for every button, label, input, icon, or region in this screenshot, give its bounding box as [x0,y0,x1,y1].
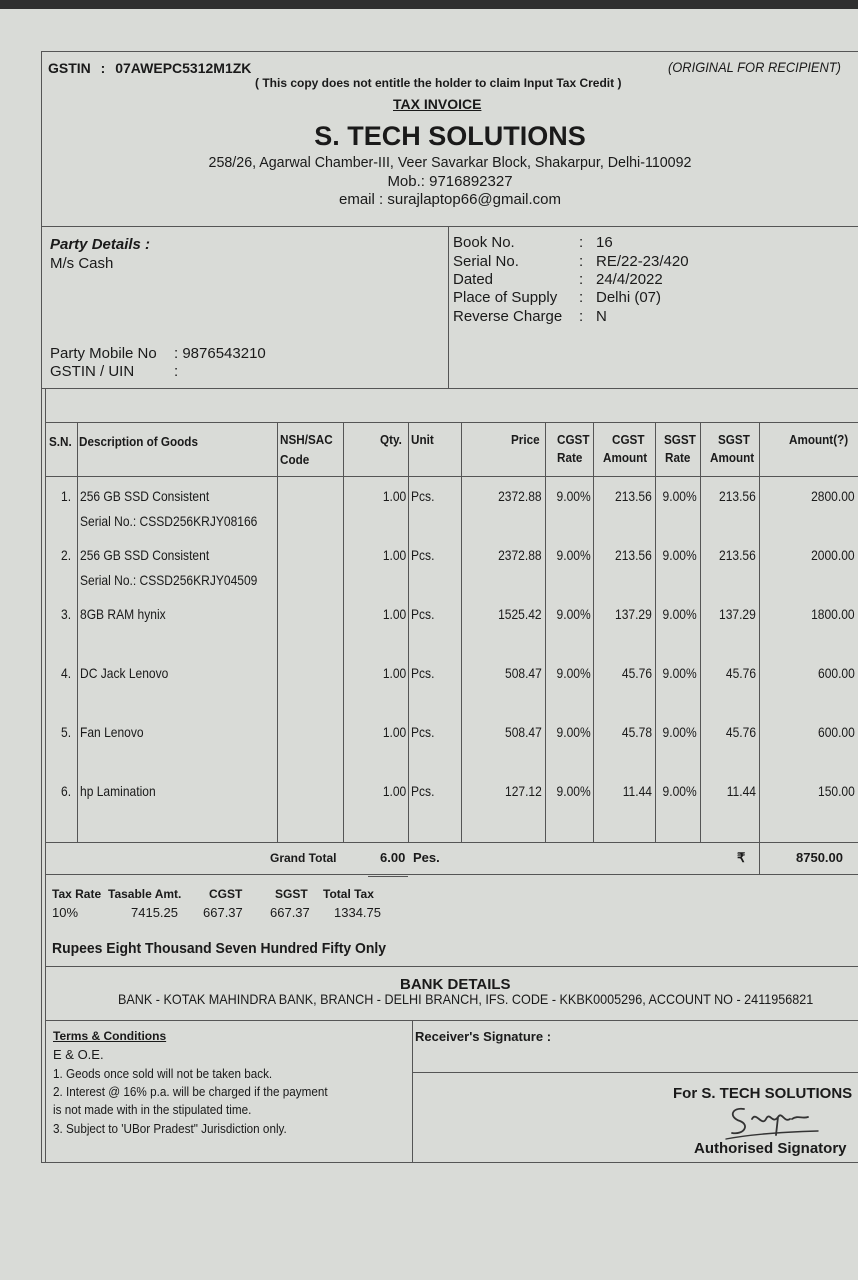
itc-note: ( This copy does not entitle the holder to claim Input Tax Credit ) [255,76,622,90]
cell-desc: 8GB RAM hynix [80,606,166,622]
cell-qty: 1.00 [382,547,406,563]
col-cgst-amt: CGST [612,432,645,447]
cell-unit: Pcs. [411,606,435,622]
copy-note: (ORIGINAL FOR RECIPIENT) [668,59,841,75]
grand-total-unit: Pes. [413,850,440,865]
total-tax-value: 1334.75 [334,905,381,920]
cell-sn: 1. [61,488,72,504]
cell-unit: Pcs. [411,724,435,740]
terms-line: 1. Geods once sold will not be taken back. [53,1066,273,1081]
tax-summary-header: Tax Rate [52,887,102,901]
meta-book-no: 16 [596,234,613,251]
col-line-unit [461,422,462,842]
cell-qty: 1.00 [382,724,406,740]
col-cgst-amt-sub: Amount [603,450,648,465]
terms-line: is not made with in the stipulated time. [53,1102,252,1117]
meta-sep: : [579,234,584,251]
grand-total-amount: 8750.00 [796,850,843,865]
meta-dated: 24/4/2022 [596,271,663,288]
cell-price: 2372.88 [498,547,542,563]
cell-sgst-rate: 9.00% [662,724,697,740]
cell-sn: 6. [61,783,72,799]
cell-cgst-amt: 45.76 [621,665,652,681]
bank-details: BANK - KOTAK MAHINDRA BANK, BRANCH - DELHI BRANCH, IFS. CODE - KKBK0005296, ACCOUNT NO - 2411956821 [118,991,814,1007]
cell-sn: 4. [61,665,72,681]
table-header-bottom [45,476,858,477]
col-sgst-amt-sub: Amount [710,450,755,465]
terms-line: 3. Subject to 'UBor Pradest" Jurisdiction only. [53,1121,287,1136]
meta-reverse-charge: N [596,308,607,325]
cell-cgst-rate: 9.00% [556,606,591,622]
currency-symbol: ₹ [737,850,746,865]
col-amount: Amount(?) [789,432,849,447]
divider-party-bottom [41,388,858,389]
col-unit: Unit [411,432,434,447]
col-price: Price [511,432,540,447]
cell-unit: Pcs. [411,783,435,799]
cell-sgst-amt: 11.44 [726,783,756,799]
cell-amount: 600.00 [818,665,855,681]
cell-amount: 2000.00 [811,547,855,563]
sgst-total-value: 667.37 [270,905,310,920]
cell-desc: 256 GB SSD Consistent [80,547,210,563]
cell-price: 127.12 [505,783,542,799]
col-line-price [545,422,546,842]
signature-icon [722,1101,822,1143]
col-line-sgst-amt [759,422,760,874]
bank-bottom [45,1020,858,1021]
meta-sep: : [579,253,584,270]
authorised-signatory: Authorised Signatory [694,1140,847,1157]
cell-qty: 1.00 [382,665,406,681]
cell-desc: DC Jack Lenovo [80,665,169,681]
tax-summary-header: SGST [275,887,308,901]
meta-label: Place of Supply [453,289,558,306]
gstin-value: 07AWEPC5312M1ZK [115,60,252,76]
cell-cgst-rate: 9.00% [556,547,591,563]
cell-sgst-rate: 9.00% [662,547,697,563]
cell-price: 508.47 [505,665,542,681]
col-line-sgst-rate [700,422,701,842]
taxable-amount-value: 7415.25 [131,905,178,920]
cell-sgst-rate: 9.00% [662,665,697,681]
tax-rate-value: 10% [52,905,79,920]
meta-sep: : [579,289,584,306]
divider-party-meta [448,226,449,388]
tax-summary-header: Tasable Amt. [108,887,182,901]
cell-price: 1525.42 [498,606,542,622]
cell-desc: Fan Lenovo [80,724,144,740]
cell-cgst-amt: 213.56 [615,488,652,504]
cell-amount: 600.00 [818,724,855,740]
col-hsn: NSH/SAC [280,432,333,447]
for-company-label: For S. TECH SOLUTIONS [673,1085,853,1102]
company-mobile: Mob.: 9716892327 [387,173,513,190]
company-name: S. TECH SOLUTIONS [314,121,586,151]
terms-bottom [45,1162,412,1163]
cell-unit: Pcs. [411,547,435,563]
col-line-cgst-rate [593,422,594,842]
col-line-sn [77,422,78,842]
cell-cgst-amt: 45.78 [621,724,652,740]
col-line-cgst-amt [655,422,656,842]
cell-desc: 256 GB SSD Consistent [80,488,210,504]
cell-amount: 1800.00 [811,606,855,622]
cell-sgst-amt: 213.56 [719,488,756,504]
col-cgst-rate: CGST [557,432,590,447]
col-line-hsn [343,422,344,842]
party-mobile-label: Party Mobile No [50,345,157,362]
qty-underline [368,876,408,877]
cell-sgst-amt: 45.76 [725,665,756,681]
cell-cgst-amt: 137.29 [615,606,652,622]
grand-total-label: Grand Total [270,851,337,865]
amount-in-words: Rupees Eight Thousand Seven Hundred Fifty Only [52,940,387,957]
gstin-sep: : [100,60,106,76]
cell-cgst-rate: 9.00% [556,724,591,740]
cell-sgst-amt: 137.29 [719,606,756,622]
meta-label: Book No. [453,234,515,251]
cgst-total-value: 667.37 [203,905,243,920]
receiver-bottom [412,1072,858,1073]
cell-unit: Pcs. [411,488,435,504]
cell-sgst-amt: 213.56 [719,547,756,563]
terms-eoe: E & O.E. [53,1047,104,1062]
cell-serial: Serial No.: CSSD256KRJY08166 [80,513,258,529]
col-sgst-rate: SGST [664,432,696,447]
cell-sn: 2. [61,547,72,563]
inner-left-line [45,388,46,1162]
col-line-qty [408,422,409,842]
divider-header [41,226,858,227]
cell-desc: hp Lamination [80,783,156,799]
cell-sgst-rate: 9.00% [662,488,697,504]
col-desc: Description of Goods [79,434,198,449]
cell-cgst-amt: 11.44 [622,783,652,799]
cell-qty: 1.00 [382,783,406,799]
col-hsn-code: Code [280,452,310,467]
terms-line: 2. Interest @ 16% p.a. will be charged if the payment [53,1084,328,1099]
tax-summary-header: Total Tax [323,887,374,901]
col-sn: S.N. [49,434,72,449]
col-line-desc [277,422,278,842]
party-name: M/s Cash [50,255,114,272]
company-email: email : surajlaptop66@gmail.com [339,191,561,208]
cell-sgst-rate: 9.00% [662,606,697,622]
cell-cgst-rate: 9.00% [556,783,591,799]
meta-sep: : [579,271,584,288]
col-cgst-rate-sub: Rate [557,450,583,465]
doc-title: TAX INVOICE [393,96,482,112]
bank-title: BANK DETAILS [400,976,511,993]
cell-sgst-rate: 9.00% [662,783,697,799]
top-border [0,0,858,9]
cell-sgst-amt: 45.76 [725,724,756,740]
table-top-line [45,422,858,423]
cell-amount: 150.00 [818,783,855,799]
party-mobile-value: : 9876543210 [174,345,266,362]
cell-sn: 5. [61,724,72,740]
meta-label: Serial No. [453,253,519,270]
cell-price: 508.47 [505,724,542,740]
gstin-row [48,60,251,76]
cell-unit: Pcs. [411,665,435,681]
party-title: Party Details : [50,236,151,253]
terms-title: Terms & Conditions [53,1029,167,1043]
cell-cgst-rate: 9.00% [556,665,591,681]
col-qty: Qty. [380,432,402,447]
grand-total-qty: 6.00 [380,850,406,865]
divider-terms-receiver [412,1020,413,1162]
grand-total-bottom [45,874,858,875]
receiver-signature-label: Receiver's Signature : [415,1029,552,1044]
cell-price: 2372.88 [498,488,542,504]
table-body-bottom [45,842,858,843]
meta-serial-no: RE/22-23/420 [596,253,689,270]
col-sgst-rate-sub: Rate [665,450,691,465]
meta-label: Dated [453,271,494,288]
summary-bottom [45,966,858,967]
cell-qty: 1.00 [382,488,406,504]
meta-label: Reverse Charge [453,308,563,325]
gstin-label: GSTIN [48,60,91,76]
cell-sn: 3. [61,606,72,622]
meta-place-of-supply: Delhi (07) [596,289,662,306]
col-sgst-amt: SGST [718,432,750,447]
cell-serial: Serial No.: CSSD256KRJY04509 [80,572,258,588]
party-gstin-value: : [174,363,179,380]
company-address: 258/26, Agarwal Chamber-III, Veer Savarkar Block, Shakarpur, Delhi-110092 [208,154,692,171]
meta-sep: : [579,308,584,325]
cell-amount: 2800.00 [811,488,855,504]
cell-cgst-amt: 213.56 [615,547,652,563]
cell-qty: 1.00 [382,606,406,622]
cell-cgst-rate: 9.00% [556,488,591,504]
tax-summary-header: CGST [209,887,243,901]
party-gstin-label: GSTIN / UIN [50,363,135,380]
